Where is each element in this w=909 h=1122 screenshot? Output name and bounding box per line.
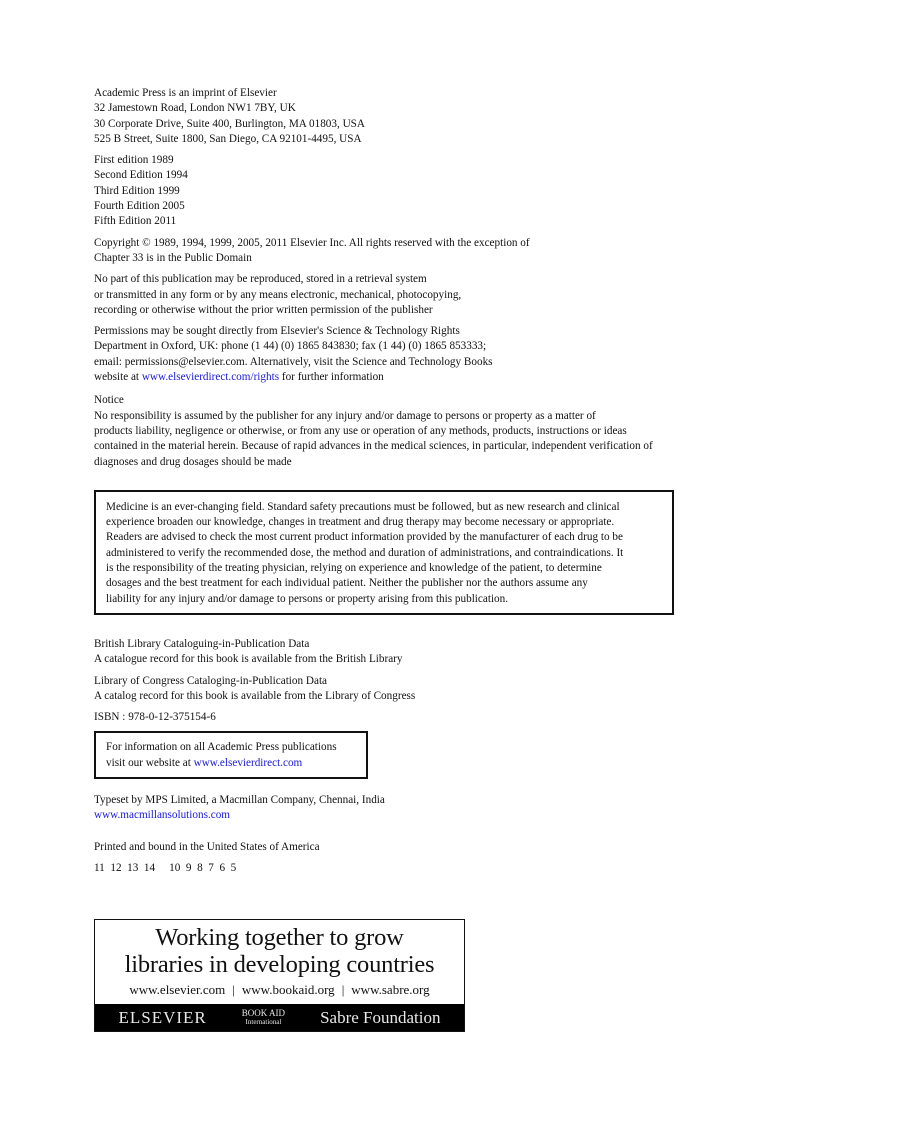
- sabre-url: www.sabre.org: [351, 982, 430, 997]
- disclaimer-line: experience broaden our knowledge, changes in treatment and drug therapy may become necessary or appropriate.: [106, 516, 615, 529]
- copyright-page: [94, 86, 714, 882]
- notice-line: contained in the material herein. Because of rapid advances in the medical sciences, in particular, independent verification of: [94, 440, 653, 453]
- bookaid-banner: [94, 919, 465, 1032]
- printed-line: Printed and bound in the United States of America: [94, 840, 320, 853]
- notice-section: [94, 393, 714, 469]
- permissions-prefix: website at: [94, 371, 142, 384]
- print-number-line: 11 12 13 14 10 9 8 7 6 5: [94, 861, 237, 874]
- bookaid-logo: [242, 1009, 285, 1027]
- banner-title-line: libraries in developing countries: [124, 951, 435, 978]
- banner-urls: [95, 982, 464, 998]
- permissions-line: Department in Oxford, UK: phone (1 44) (0) 1865 843830; fax (1 44) (0) 1865 853333;: [94, 340, 487, 353]
- loc-record: A catalog record for this book is available from the Library of Congress: [94, 689, 416, 702]
- disclaimer-line: liability for any injury and/or damage to persons or property arising from this publication.: [106, 592, 509, 605]
- british-library-data: [94, 637, 714, 668]
- disclaimer-line: is the responsibility of the treating physician, relying on experience and knowledge of the patient, to determine: [106, 562, 602, 575]
- info-box: [94, 731, 368, 779]
- notice-line: products liability, negligence or otherwise, or from any use or operation of any methods, products, instructions or ideas: [94, 424, 627, 437]
- reproduction-line: No part of this publication may be reproduced, stored in a retrieval system: [94, 273, 427, 286]
- edition-item: Fifth Edition 2011: [94, 215, 177, 228]
- permissions-line: [94, 370, 714, 385]
- disclaimer-line: Readers are advised to check the most current product information provided by the manufacturer of each drug to be: [106, 531, 623, 544]
- copyright-statement: [94, 236, 714, 267]
- info-line: [106, 756, 356, 771]
- sabre-logo: Sabre Foundation: [320, 1007, 441, 1027]
- macmillan-link[interactable]: www.macmillansolutions.com: [94, 809, 230, 822]
- loc-heading: Library of Congress Cataloging-in-Publication Data: [94, 674, 328, 687]
- isbn: ISBN : 978-0-12-375154-6: [94, 711, 216, 724]
- british-library-heading: British Library Cataloguing-in-Publication Data: [94, 637, 310, 650]
- reproduction-statement: [94, 272, 714, 318]
- disclaimer-line: dosages and the best treatment for each individual patient. Neither the publisher nor the authors assume any: [106, 577, 588, 590]
- elsevier-url: www.elsevier.com: [129, 982, 226, 997]
- permissions-statement: [94, 324, 714, 385]
- url-separator: |: [341, 982, 345, 997]
- printed-block: [94, 840, 714, 855]
- reproduction-line: or transmitted in any form or by any means electronic, mechanical, photocopying,: [94, 288, 462, 301]
- bookaid-logo-sub: International: [245, 1017, 282, 1026]
- edition-item: Third Edition 1999: [94, 184, 180, 197]
- address-san-diego: 525 B Street, Suite 1800, San Diego, CA 92101-4495, USA: [94, 132, 362, 145]
- publisher-line: Academic Press is an imprint of Elsevier: [94, 87, 277, 99]
- typeset-block: [94, 793, 714, 824]
- editions-list: [94, 153, 714, 229]
- edition-item: First edition 1989: [94, 154, 174, 167]
- publisher-address: [94, 86, 714, 147]
- library-of-congress-data: [94, 674, 714, 705]
- banner-title-line: Working together to grow: [155, 924, 404, 951]
- bookaid-logo-text: BOOK AID: [241, 1007, 286, 1018]
- url-separator: |: [232, 982, 235, 997]
- isbn-block: [94, 710, 714, 725]
- bookaid-url: www.bookaid.org: [241, 982, 335, 997]
- info-line: For information on all Academic Press publications: [106, 741, 337, 754]
- reproduction-line: recording or otherwise without the prior written permission of the publisher: [94, 303, 433, 316]
- notice-line: No responsibility is assumed by the publisher for any injury and/or damage to persons or property as a matter of: [94, 409, 596, 422]
- disclaimer-line: administered to verify the recommended dose, the method and duration of administrations, and contraindications. It: [106, 546, 624, 559]
- info-prefix: visit our website at: [106, 756, 194, 769]
- banner-logo-strip: [95, 1004, 464, 1031]
- typeset-line: Typeset by MPS Limited, a Macmillan Company, Chennai, India: [94, 793, 385, 806]
- elsevierdirect-link[interactable]: www.elsevierdirect.com: [193, 756, 303, 769]
- medicine-disclaimer-box: [94, 490, 674, 615]
- elsevier-logo: ELSEVIER: [118, 1007, 207, 1027]
- disclaimer-line: Medicine is an ever-changing field. Standard safety precautions must be followed, but as new research and clinical: [106, 500, 620, 513]
- rights-link[interactable]: www.elsevierdirect.com/rights: [141, 371, 280, 384]
- notice-line: diagnoses and drug dosages should be made: [94, 455, 292, 468]
- british-library-record: A catalogue record for this book is available from the British Library: [94, 653, 403, 666]
- copyright-line: Chapter 33 is in the Public Domain: [94, 251, 252, 264]
- permissions-line: Permissions may be sought directly from Elsevier's Science & Technology Rights: [94, 325, 460, 338]
- permissions-line: email: permissions@elsevier.com. Alternatively, visit the Science and Technology Books: [94, 355, 493, 368]
- notice-heading: Notice: [94, 394, 124, 407]
- edition-item: Fourth Edition 2005: [94, 200, 185, 213]
- address-london: 32 Jamestown Road, London NW1 7BY, UK: [94, 102, 296, 115]
- banner-title: [95, 924, 464, 978]
- print-line-block: [94, 861, 714, 876]
- permissions-suffix: for further information: [279, 371, 384, 384]
- copyright-line: Copyright © 1989, 1994, 1999, 2005, 2011 Elsevier Inc. All rights reserved with the exception of: [94, 236, 530, 249]
- edition-item: Second Edition 1994: [94, 169, 188, 182]
- address-burlington: 30 Corporate Drive, Suite 400, Burlington, MA 01803, USA: [94, 117, 365, 130]
